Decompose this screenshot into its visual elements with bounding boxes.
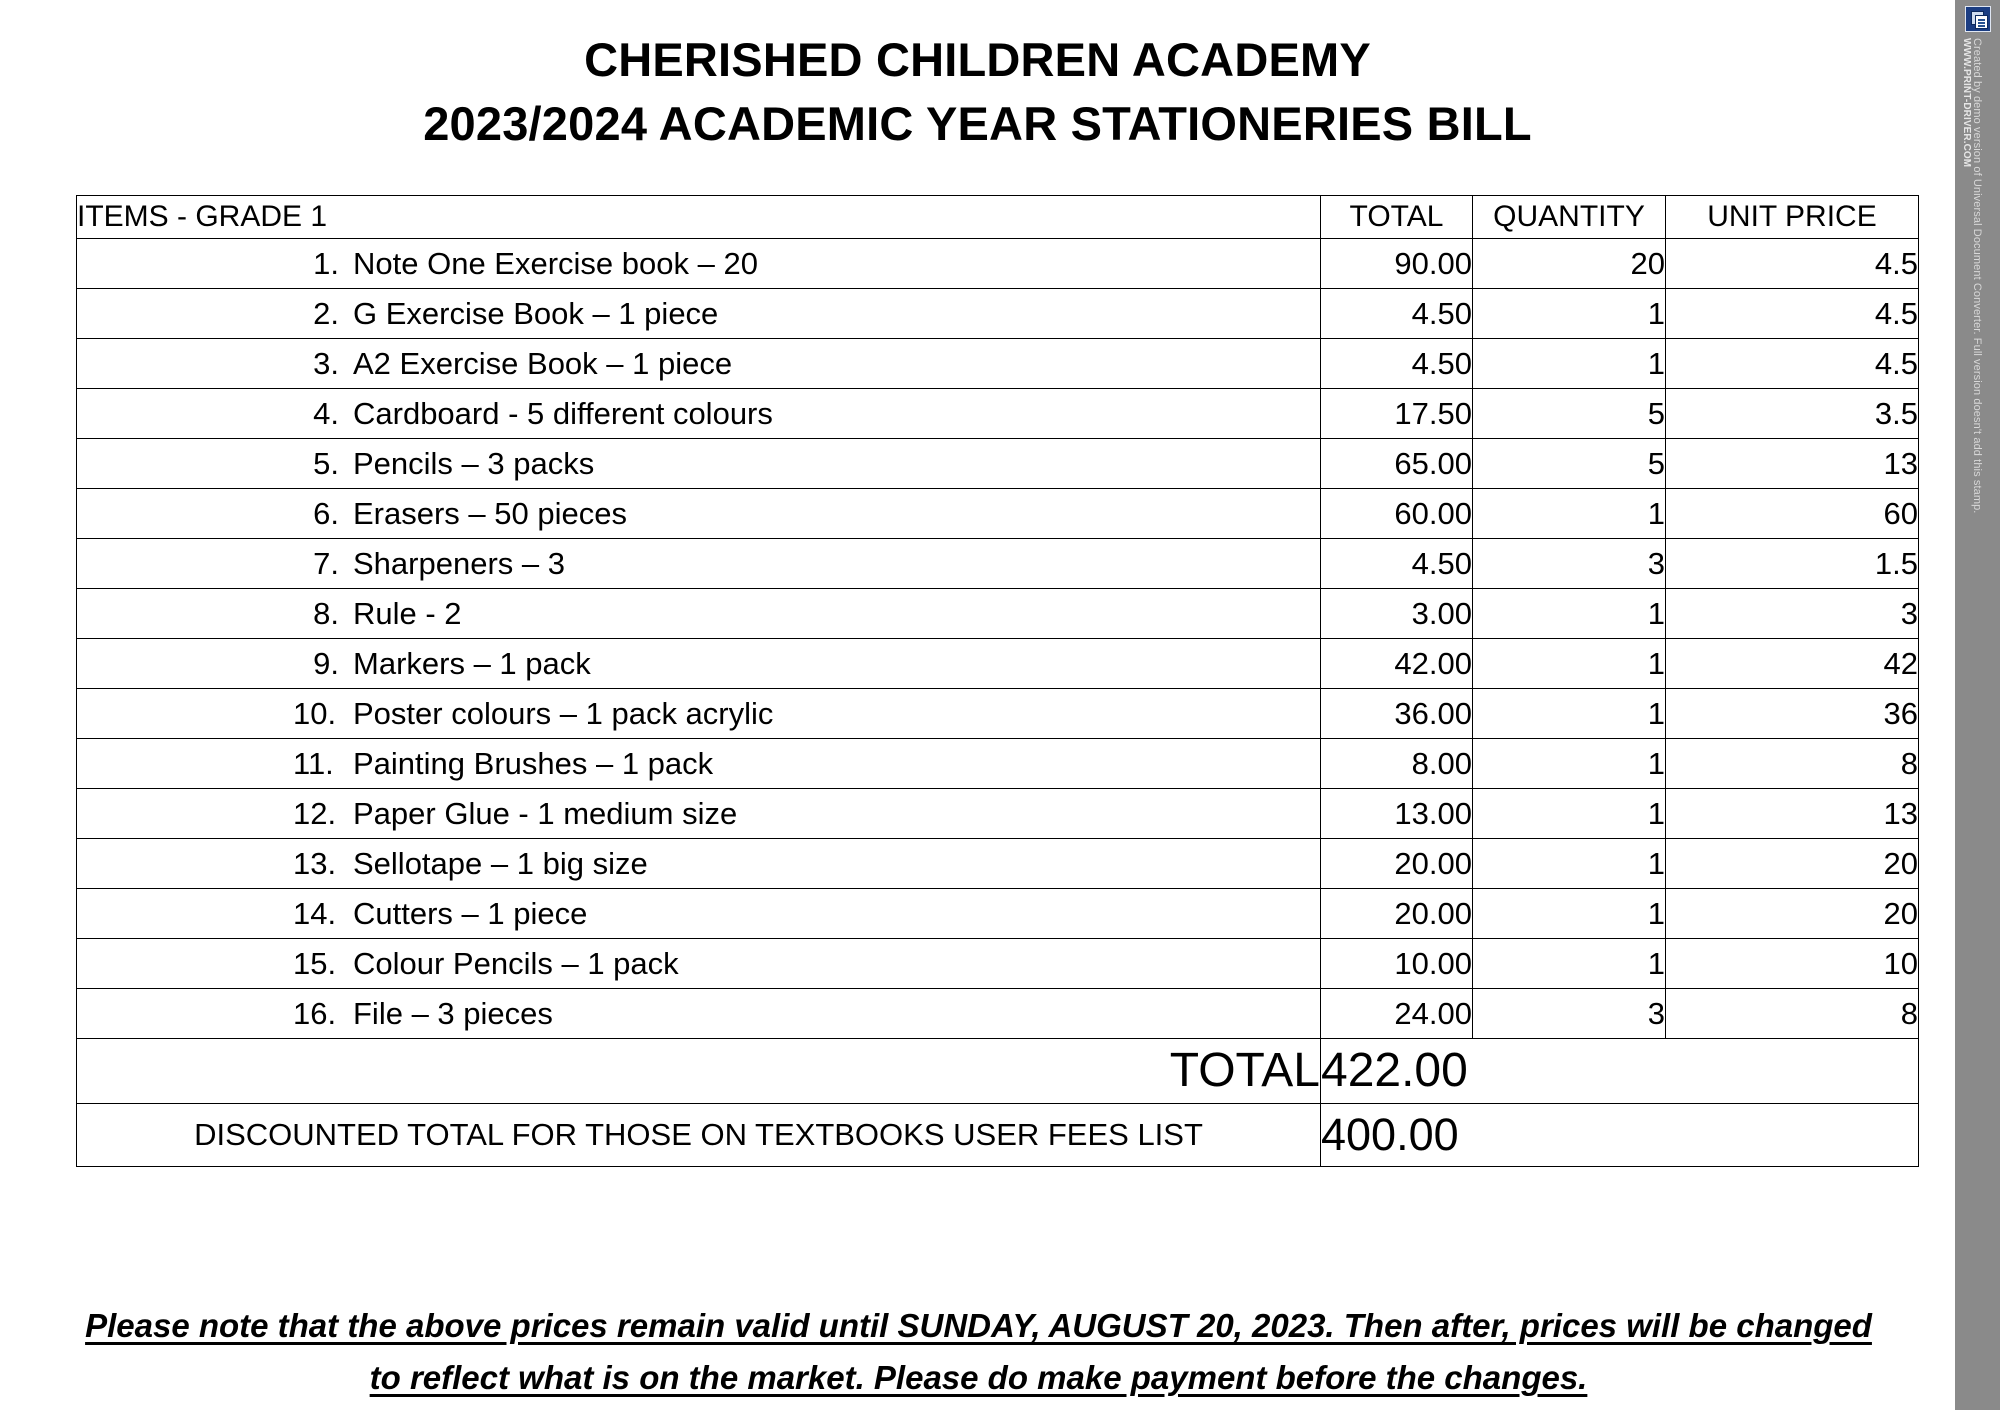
cell-item-description (77, 489, 1321, 539)
table-row (77, 439, 1919, 489)
cell-item-unit-price: 60 (1666, 489, 1919, 539)
watermark-line-1: Created by demo version of Universal Document Converter. Full version doesn't add this stamp. (1971, 38, 1983, 514)
table-row (77, 839, 1919, 889)
cell-item-description (77, 789, 1321, 839)
cell-item-unit-price: 13 (1666, 789, 1919, 839)
item-description-text: A2 Exercise Book – 1 piece (353, 346, 733, 381)
total-label: TOTAL (77, 1039, 1321, 1104)
footer-note-line-2 (26, 1352, 1931, 1404)
cell-item-total: 10.00 (1321, 939, 1473, 989)
watermark-strip (1955, 0, 2000, 1410)
total-value: 422.00 (1321, 1039, 1919, 1104)
cell-item-description (77, 639, 1321, 689)
cell-item-description (77, 289, 1321, 339)
footer-note (26, 1300, 1931, 1404)
cell-item-description (77, 389, 1321, 439)
item-number: 4. (313, 396, 339, 431)
item-number: 6. (313, 496, 339, 531)
cell-item-quantity: 1 (1473, 289, 1666, 339)
table-row (77, 739, 1919, 789)
footer-note-line-1-text: Please note that the above prices remain valid until SUNDAY, AUGUST 20, 2023. Then after, prices will be changed (85, 1307, 1872, 1344)
table-row (77, 539, 1919, 589)
page-title: CHERISHED CHILDREN ACADEMY (584, 33, 1371, 86)
cell-item-description (77, 889, 1321, 939)
footer-note-line-2-text: to reflect what is on the market. Please do make payment before the changes. (369, 1359, 1588, 1396)
item-number: 15. (293, 946, 337, 981)
table-row (77, 489, 1919, 539)
item-number: 14. (293, 896, 337, 931)
item-number: 10. (293, 696, 337, 731)
item-description-text: Rule - 2 (353, 596, 462, 631)
cell-item-total: 17.50 (1321, 389, 1473, 439)
item-description-text: Poster colours – 1 pack acrylic (353, 696, 774, 731)
column-header-items: ITEMS - GRADE 1 (77, 196, 1321, 239)
watermark-text-block (1963, 38, 1992, 938)
table-header (77, 196, 1919, 239)
column-header-total: TOTAL (1321, 196, 1473, 239)
cell-item-quantity: 1 (1473, 639, 1666, 689)
item-description-text: Note One Exercise book – 20 (353, 246, 758, 281)
item-number: 1. (313, 246, 339, 281)
cell-item-unit-price: 8 (1666, 989, 1919, 1039)
table-row (77, 889, 1919, 939)
page-subtitle: 2023/2024 ACADEMIC YEAR STATIONERIES BILL (423, 97, 1532, 150)
item-description-text: Pencils – 3 packs (353, 446, 595, 481)
cell-item-description (77, 339, 1321, 389)
table-row (77, 339, 1919, 389)
cell-item-unit-price: 4.5 (1666, 289, 1919, 339)
item-number: 5. (313, 446, 339, 481)
cell-item-description (77, 689, 1321, 739)
cell-item-description (77, 939, 1321, 989)
table-row (77, 789, 1919, 839)
cell-item-total: 36.00 (1321, 689, 1473, 739)
item-description-text: Painting Brushes – 1 pack (353, 746, 714, 781)
cell-item-total: 20.00 (1321, 889, 1473, 939)
item-description-text: Erasers – 50 pieces (353, 496, 627, 531)
item-description-text: Markers – 1 pack (353, 646, 591, 681)
document-title-block (0, 28, 1955, 156)
cell-item-total: 20.00 (1321, 839, 1473, 889)
item-number: 2. (313, 296, 339, 331)
cell-item-quantity: 20 (1473, 239, 1666, 289)
discounted-total-row (77, 1104, 1919, 1167)
table-row (77, 239, 1919, 289)
table-body (77, 239, 1919, 1039)
item-description-text: Cardboard - 5 different colours (353, 396, 773, 431)
item-number: 7. (313, 546, 339, 581)
item-description-text: File – 3 pieces (353, 996, 553, 1031)
cell-item-unit-price: 13 (1666, 439, 1919, 489)
cell-item-total: 4.50 (1321, 339, 1473, 389)
footer-note-line-1 (26, 1300, 1931, 1352)
table-row (77, 389, 1919, 439)
cell-item-unit-price: 3.5 (1666, 389, 1919, 439)
cell-item-description (77, 739, 1321, 789)
cell-item-quantity: 1 (1473, 689, 1666, 739)
table-row (77, 289, 1919, 339)
watermark-line-2: WWW.PRINT-DRIVER.COM (1961, 38, 1972, 168)
cell-item-unit-price: 20 (1666, 839, 1919, 889)
document-converter-icon (1965, 6, 1991, 32)
cell-item-quantity: 3 (1473, 539, 1666, 589)
item-description-text: G Exercise Book – 1 piece (353, 296, 719, 331)
item-number: 8. (313, 596, 339, 631)
cell-item-quantity: 1 (1473, 589, 1666, 639)
cell-item-total: 4.50 (1321, 289, 1473, 339)
item-number: 12. (293, 796, 337, 831)
cell-item-quantity: 5 (1473, 389, 1666, 439)
cell-item-unit-price: 1.5 (1666, 539, 1919, 589)
table-footer (77, 1039, 1919, 1167)
table-row (77, 939, 1919, 989)
table-row (77, 589, 1919, 639)
cell-item-quantity: 1 (1473, 889, 1666, 939)
column-header-unit-price: UNIT PRICE (1666, 196, 1919, 239)
cell-item-quantity: 1 (1473, 489, 1666, 539)
cell-item-total: 42.00 (1321, 639, 1473, 689)
cell-item-unit-price: 42 (1666, 639, 1919, 689)
cell-item-description (77, 239, 1321, 289)
cell-item-unit-price: 10 (1666, 939, 1919, 989)
cell-item-total: 3.00 (1321, 589, 1473, 639)
item-number: 3. (313, 346, 339, 381)
cell-item-unit-price: 36 (1666, 689, 1919, 739)
item-description-text: Cutters – 1 piece (353, 896, 588, 931)
cell-item-quantity: 1 (1473, 939, 1666, 989)
cell-item-unit-price: 8 (1666, 739, 1919, 789)
stationeries-bill-table (76, 195, 1919, 1167)
table-header-row (77, 196, 1919, 239)
cell-item-quantity: 1 (1473, 339, 1666, 389)
cell-item-unit-price: 4.5 (1666, 339, 1919, 389)
cell-item-description (77, 839, 1321, 889)
cell-item-total: 13.00 (1321, 789, 1473, 839)
cell-item-total: 8.00 (1321, 739, 1473, 789)
table-row (77, 639, 1919, 689)
cell-item-unit-price: 4.5 (1666, 239, 1919, 289)
item-description-text: Colour Pencils – 1 pack (353, 946, 679, 981)
cell-item-quantity: 1 (1473, 739, 1666, 789)
watermark-inner (1963, 0, 1992, 1410)
cell-item-total: 60.00 (1321, 489, 1473, 539)
item-number: 16. (293, 996, 337, 1031)
cell-item-description (77, 539, 1321, 589)
item-description-text: Sellotape – 1 big size (353, 846, 648, 881)
document-front-sheet-icon (1975, 15, 1988, 29)
cell-item-quantity: 1 (1473, 839, 1666, 889)
cell-item-description (77, 439, 1321, 489)
cell-item-quantity: 3 (1473, 989, 1666, 1039)
total-row (77, 1039, 1919, 1104)
cell-item-unit-price: 3 (1666, 589, 1919, 639)
table-row (77, 689, 1919, 739)
cell-item-total: 24.00 (1321, 989, 1473, 1039)
cell-item-description (77, 589, 1321, 639)
item-description-text: Paper Glue - 1 medium size (353, 796, 738, 831)
cell-item-total: 65.00 (1321, 439, 1473, 489)
discounted-total-label: DISCOUNTED TOTAL FOR THOSE ON TEXTBOOKS USER FEES LIST (77, 1104, 1321, 1167)
item-description-text: Sharpeners – 3 (353, 546, 565, 581)
cell-item-unit-price: 20 (1666, 889, 1919, 939)
item-number: 13. (293, 846, 337, 881)
cell-item-total: 90.00 (1321, 239, 1473, 289)
cell-item-quantity: 5 (1473, 439, 1666, 489)
item-number: 11. (293, 746, 334, 781)
item-number: 9. (313, 646, 339, 681)
cell-item-quantity: 1 (1473, 789, 1666, 839)
column-header-quantity: QUANTITY (1473, 196, 1666, 239)
cell-item-total: 4.50 (1321, 539, 1473, 589)
discounted-total-value: 400.00 (1321, 1104, 1919, 1167)
table-row (77, 989, 1919, 1039)
cell-item-description (77, 989, 1321, 1039)
